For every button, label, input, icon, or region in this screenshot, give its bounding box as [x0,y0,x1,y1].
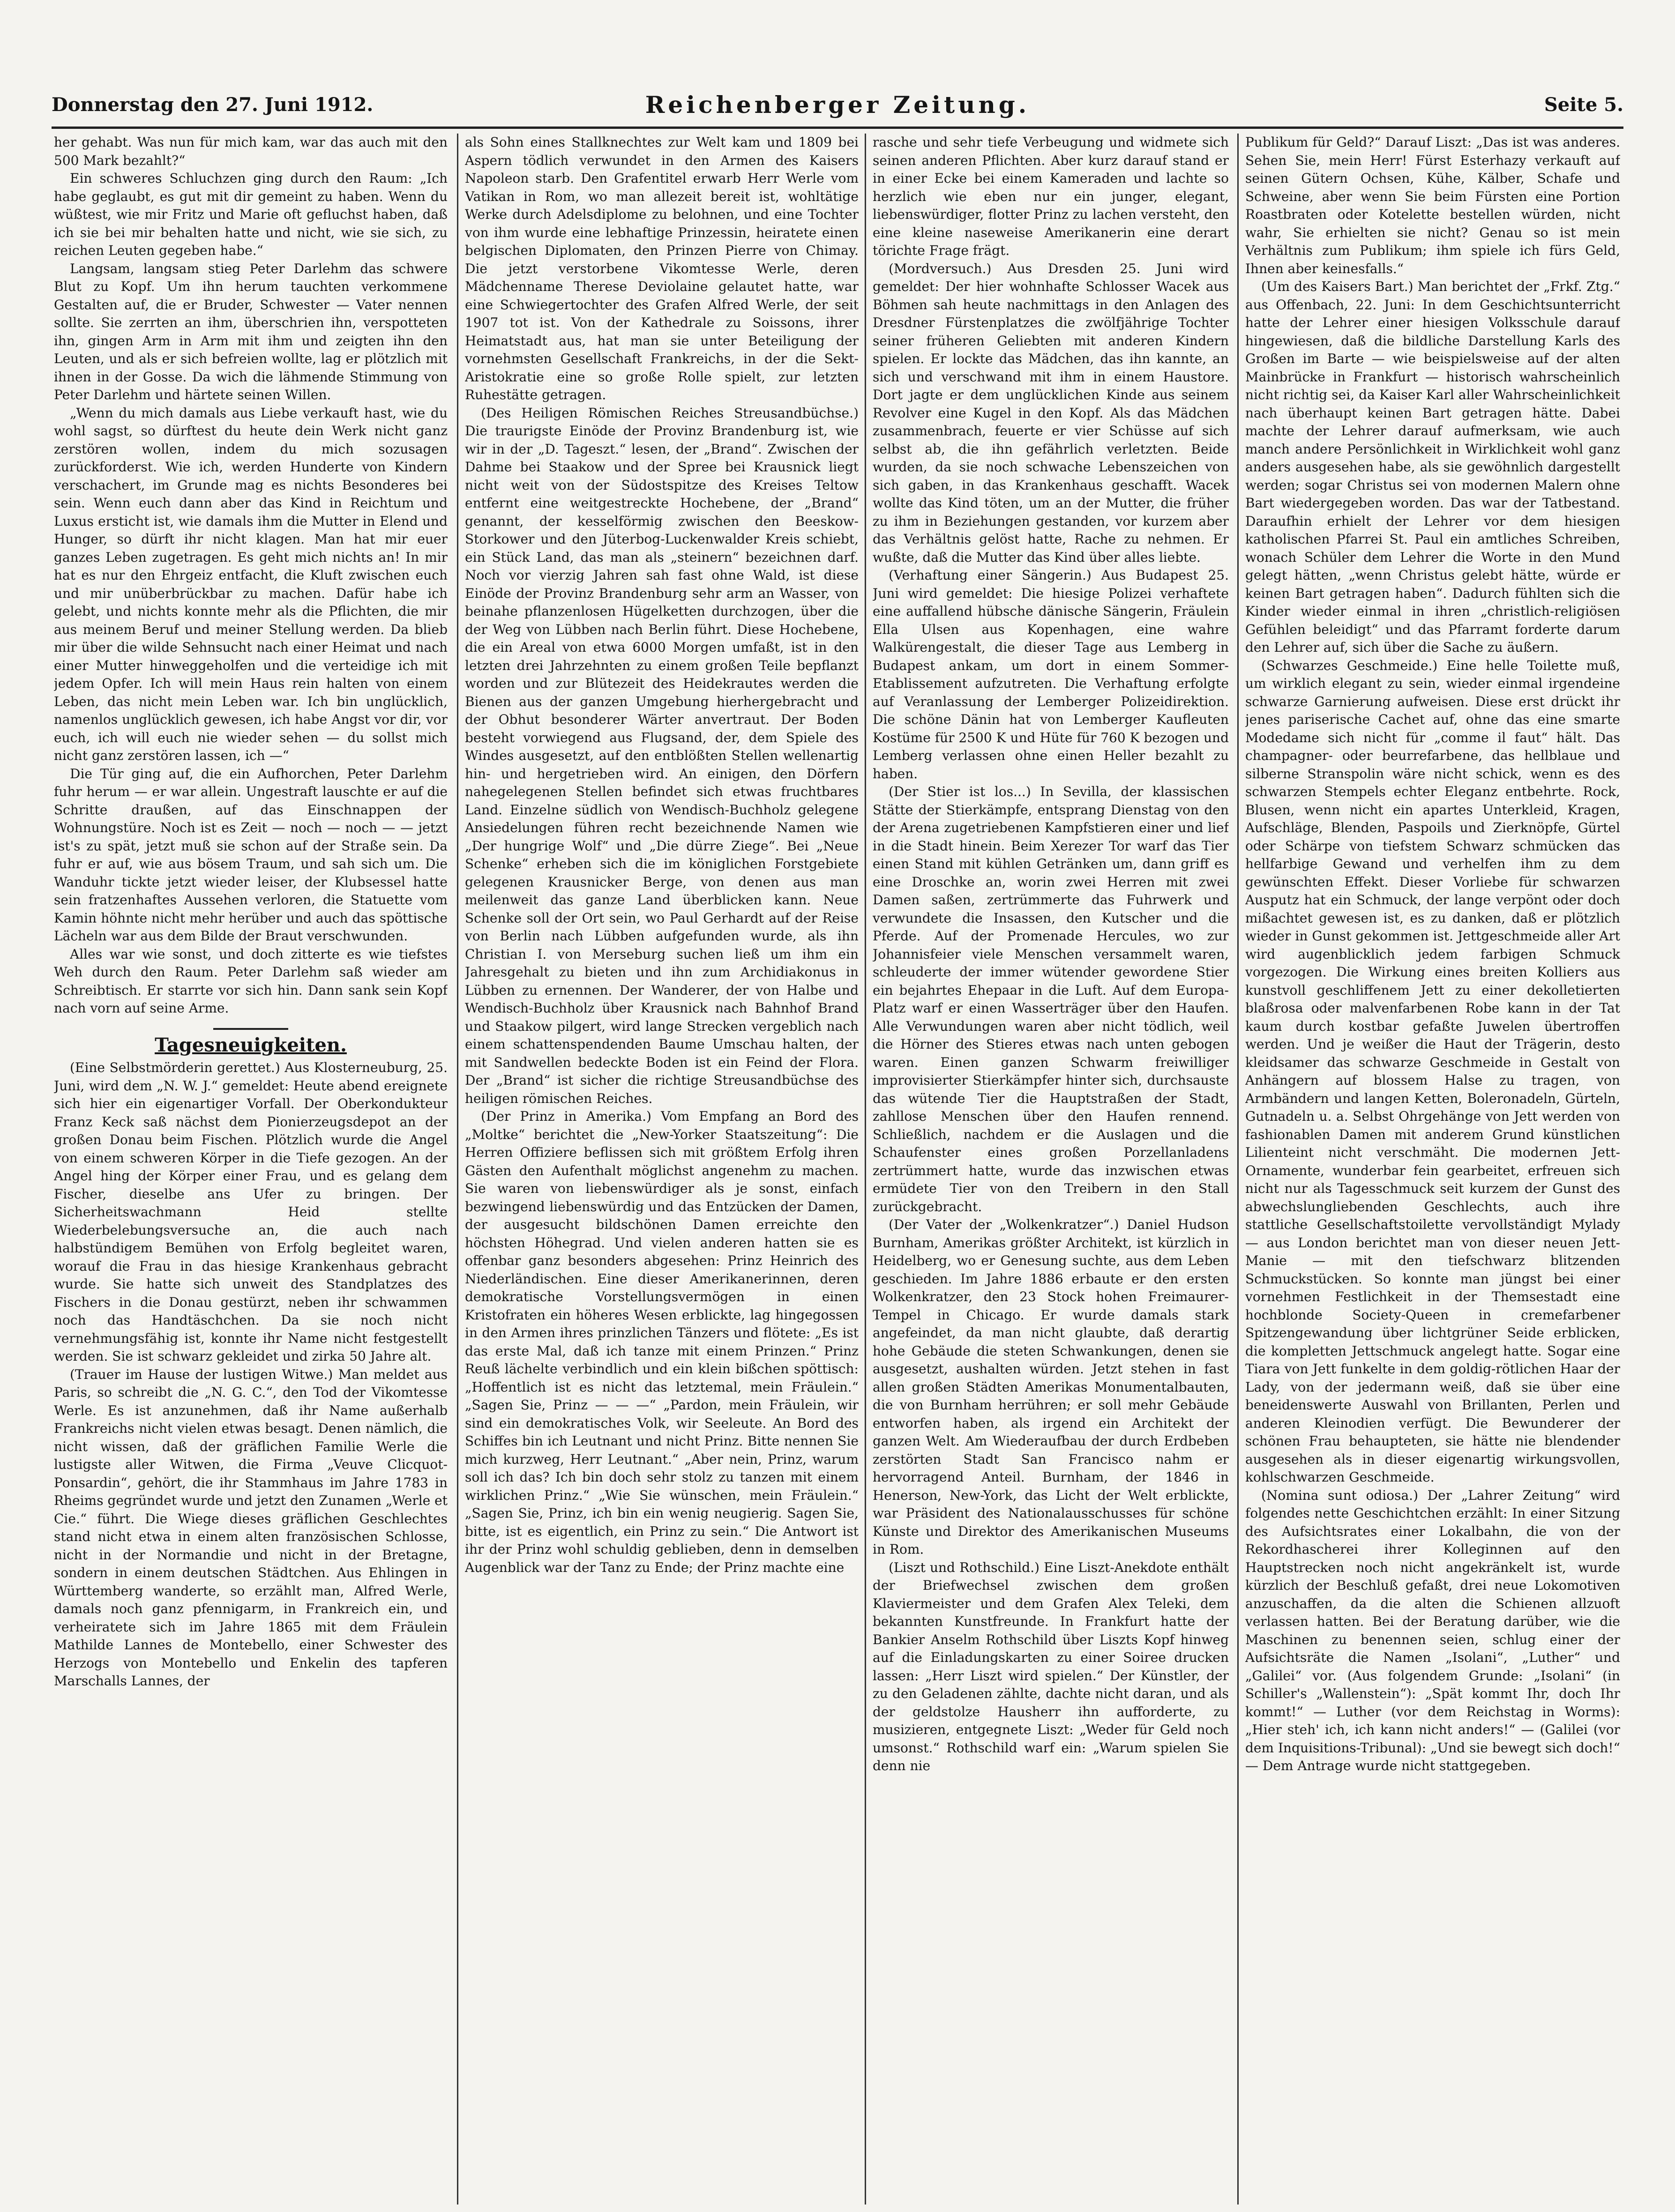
column-3 [873,134,1229,2205]
news-item: (Um des Kaisers Bart.) Man berichtet der „Frkf. Ztg.“ aus Offenbach, 22. Juni: In dem Geschichtsunterricht hatte der Lehrer einer hiesigen Volksschule darauf hingewiesen, daß die bildliche Darstellung Karls des Großen im Barte — wie beispielsweise auf der alten Mainbrücke in Frankfurt — historisch wahrscheinlich nicht richtig sei, da Kaiser Karl aller Wahrscheinlichkeit nach überhaupt keinen Bart getragen hätte. Dabei machte der Lehrer darauf aufmerksam, wie auch manch andere Persönlichkeit in Wirklichkeit wohl ganz anders ausgesehen habe, als sie gewöhnlich dargestellt werden; sogar Christus sei von modernen Malern ohne Bart wiedergegeben worden. Das war der Tatbestand. Daraufhin erhielt der Lehrer vor dem hiesigen katholischen Pfarrei St. Paul ein amtliches Schreiben, wonach Schüler dem Lehrer die Worte in den Mund gelegt hätten, „wenn Christus gelebt hätte, würde er keinen Bart getragen haben“. Dadurch fühlten sich die Kinder wieder einmal in ihren „christlich-religiösen Gefühlen beleidigt“ und das Pfarramt forderte darum den Lehrer auf, sich über die Sache zu äußern. [1245,279,1620,655]
paragraph: her gehabt. Was nun für mich kam, war das auch mit den 500 Mark bezahlt?“ [54,134,448,168]
column-divider [457,134,458,2205]
paragraph: Alles war wie sonst, und doch zitterte es wie tiefstes Weh durch den Raum. Peter Darlehm saß wieder am Schreibtisch. Er starrte vor sich hin. Dann sank sein Kopf nach vorn auf seine Arme. [54,946,448,1016]
news-item: (Verhaftung einer Sängerin.) Aus Budapest 25. Juni wird gemeldet: Die hiesige Polizei verhaftete eine auffallend hübsche dänische Sängerin, Fräulein Ella Ulsen aus Kopenhagen, eine wahre Walkürengestalt, die dieser Tage aus Lemberg in Budapest ankam, um dort in einem Sommer-Etablissement aufzutreten. Die Verhaftung erfolgte auf Veranlassung der Lemberger Polizeidirektion. Die schöne Dänin hat von Lemberger Kaufleuten Kostüme für 2500 K und Hüte für 760 K bezogen und Lemberg verlassen ohne einen Heller bezahlt zu haben. [873,567,1229,782]
header-rule [52,127,1623,129]
column-divider [1237,134,1239,2205]
news-item: (Mordversuch.) Aus Dresden 25. Juni wird gemeldet: Der hier wohnhafte Schlosser Wacek aus Böhmen sah heute nachmittags in den Anlagen des Dresdner Fürstenplatzes die zwölfjährige Tochter seiner früheren Geliebten mit anderen Kindern spielen. Er lockte das Mädchen, das ihn kannte, an sich und verschwand mit ihm in einem Haustore. Dort jagte er dem unglücklichen Kinde aus seinem Revolver eine Kugel in den Kopf. Als das Mädchen zusammenbrach, feuerte er vier Schüsse auf sich selbst ab, die ihn gefährlich verletzten. Beide wurden, da sie noch schwache Lebenszeichen von sich gaben, in das Krankenhaus geschafft. Wacek wollte das Kind töten, um an der Mutter, die früher zu ihm in Beziehungen gestanden, vor kurzem aber das Verhältnis gelöst hatte, Rache zu nehmen. Er wußte, daß die Mutter das Kind über alles liebte. [873,261,1229,565]
news-item: (Schwarzes Geschmeide.) Eine helle Toilette muß, um wirklich elegant zu sein, wieder einmal irgendeine schwarze Garnierung aufweisen. Diese erst drückt ihr jenes pariserische Cachet auf, ohne das eine smarte Modedame sich nicht für „comme il faut“ hält. Das champagner- oder beurrefarbene, das hellblaue und silberne Stranspolin wäre nicht schick, wenn es des schwarzen Stempels echter Eleganz entbehrte. Rock, Blusen, wenn nicht ein apartes Unterkleid, Kragen, Aufschläge, Blenden, Paspoils und Zierknöpfe, Gürtel oder Schärpe von tiefstem Schwarz schmücken das hellfarbige Gewand und verhelfen ihm zu dem gewünschten Effekt. Dieser Vorliebe für schwarzen Ausputz hat ein Schmuck, der lange verpönt oder doch mißachtet gewesen ist, es zu danken, daß er plötzlich wieder in Gunst gekommen ist. Jettgeschmeide aller Art wird augenblicklich jedem farbigen Schmuck vorgezogen. Die Wirkung eines breiten Kolliers aus kunstvoll geschliffenem Jett zu einer dekolletierten blaßrosa oder malvenfarbenen Robe kann in der Tat kaum durch kostbar gefaßte Juwelen übertroffen werden. Und je weißer die Haut der Trägerin, desto kleidsamer das schwarze Geschmeide in Gestalt von Anhängern auf blossem Halse zu tragen, von Armbändern und langen Ketten, Boleronadeln, Gürteln, Gutnadeln u. a. Selbst Ohrgehänge von Jett werden von fashionablen Damen mit anderem Grund künstlichen Lilienteint nicht verschmäht. Die modernen Jett-Ornamente, wunderbar fein gearbeitet, erfreuen sich nicht nur als Tagesschmuck seit kurzem der Gunst des abwechslungliebenden Geschlechts, auch ihre stattliche Gesellschaftstoilette vervollständigt Mylady — aus London berichtet man von dieser neuen Jett-Manie — mit den tiefschwarz blitzenden Schmuckstücken. So konnte man jüngst bei einer vornehmen Festlichkeit in der Themsestadt eine hochblonde Society-Queen in cremefarbener Spitzengewandung über lichtgrüner Seide erblicken, die kompletten Jettschmuck angelegt hatte. Sogar eine Tiara von Jett funkelte in dem goldig-rötlichen Haar der Lady, von der jedermann weiß, daß sie über eine beneidenswerte Auswahl von Brillanten, Perlen und anderen Kleinodien verfügt. Die Bewunderer der schönen Frau behaupteten, sie hätte nie blendender ausgesehen als in dieser eigenartig wirkungsvollen, kohlschwarzen Geschmeide. [1245,657,1620,1485]
section-heading: Tagesneuigkeiten. [155,1034,347,1056]
column-1 [54,134,448,2205]
news-item: (Eine Selbstmörderin gerettet.) Aus Klosterneuburg, 25. Juni, wird dem „N. W. J.“ gemeldet: Heute abend ereignete sich hier ein eigenartiger Vorfall. Der Oberkondukteur Franz Keck saß nächst dem Pionierzeugsdepot an der großen Donau beim Fischen. Plötzlich wurde die Angel von einem schweren Körper in die Tiefe gezogen. An der Angel hing der Körper einer Frau, und es gelang dem Fischer, dieselbe ans Ufer zu bringen. Der Sicherheitswachmann Heid stellte Wiederbelebungsversuche an, die auch nach halbstündigem Bemühen von Erfolg begleitet waren, worauf die Frau in das hiesige Krankenhaus gebracht wurde. Sie hatte sich unweit des Standplatzes des Fischers in die Donau gestürzt, neben ihr schwammen noch das Handtäschchen. Da sie noch nicht vernehmungsfähig ist, konnte ihr Name nicht festgestellt werden. Sie ist schwarz gekleidet und zirka 50 Jahre alt. [54,1060,448,1364]
news-item: (Der Vater der „Wolkenkratzer“.) Daniel Hudson Burnham, Amerikas größter Architekt, ist kürzlich in Heidelberg, wo er Genesung suchte, aus dem Leben geschieden. Im Jahre 1886 erbaute er den ersten Wolkenkratzer, den 23 Stock hohen Freimaurer-Tempel in Chicago. Er wurde damals stark angefeindet, da man nicht glaubte, daß derartig hohe Gebäude die steten Schwankungen, denen sie ausgesetzt, aushalten würden. Jetzt stehen in fast allen großen Städten Amerikas Monumentalbauten, die von Burnham herrühren; er soll mehr Gebäude entworfen haben, als irgend ein Architekt der ganzen Welt. Am Wiederaufbau der durch Erdbeben zerstörten Stadt San Francisco nahm er hervorragend Anteil. Burnham, der 1846 in Henerson, New-York, das Licht der Welt erblickte, war Präsident des Nationalausschusses für schöne Künste und Direktor des Amerikanischen Museums in Rom. [873,1217,1229,1557]
page-number: Seite 5. [1544,94,1623,116]
newspaper-title: Reichenberger Zeitung. [645,91,1030,119]
paragraph: Langsam, langsam stieg Peter Darlehm das schwere Blut zu Kopf. Um ihn herum tauchten verkommene Gestalten auf, die er Bruder, Schwester — Vater nennen sollte. Sie zerrten an ihm, überschrien ihn, verspotteten ihn, gingen Arm in Arm mit ihm und zeigten ihn den Leuten, und als er sich befreien wollte, lag er plötzlich mit ihnen in der Gosse. Da wich die lähmende Stimmung von Peter Darlehm und härtete seinen Willen. [54,261,448,402]
news-item: (Nomina sunt odiosa.) Der „Lahrer Zeitung“ wird folgendes nette Geschichtchen erzählt: In einer Sitzung des Aufsichtsrates einer Lokalbahn, die von der Rekordhascherei ihrer Kolleginnen auf den Hauptstrecken noch nicht angekränkelt ist, wurde kürzlich der Beschluß gefaßt, drei neue Lokomotiven anzuschaffen, da die alten die Schienen allzuoft verlassen hatten. Bei der Beratung darüber, wie die Maschinen zu benennen seien, schlug einer der Aufsichtsräte die Namen „Isolani“, „Luther“ und „Galilei“ vor. (Aus folgendem Grunde: „Isolani“ (in Schiller's „Wallenstein“): „Spät kommt Ihr, doch Ihr kommt!“ — Luther (vor dem Reichstag in Worms): „Hier steh' ich, ich kann nicht anders!“ — (Galilei (vor dem Inquisitions-Tribunal): „Und sie bewegt sich doch!“ — Dem Antrage wurde nicht stattgegeben. [1245,1487,1620,1773]
paragraph: als Sohn eines Stallknechtes zur Welt kam und 1809 bei Aspern tödlich verwundet in den Armen des Kaisers Napoleon starb. Den Grafentitel erwarb Herr Werle vom Vatikan in Rom, wo man allezeit bereit ist, wohltätige Werke durch Adelsdiplome zu belohnen, und eine Tochter von ihm wurde eine lebhaftige Prinzessin, heiratete einen belgischen Diplomaten, den Prinzen Pierre von Chimay. Die jetzt verstorbene Vikomtesse Werle, deren Mädchenname Therese Deviolaine gelautet hatte, war eine Schwiegertochter des Grafen Alfred Werle, der seit 1907 tot ist. Von der Kathedrale zu Soissons, ihrer Heimatstadt aus, hat man sie unter Beteiligung der vornehmsten Gesellschaft Frankreichs, in der die Sekt-Aristokratie eine so große Rolle spielt, zur letzten Ruhestätte getragen. [465,134,859,402]
news-item: (Des Heiligen Römischen Reiches Streusandbüchse.) Die traurigste Einöde der Provinz Brandenburg ist, wie wir in der „D. Tageszt.“ lesen, der „Brand“. Zwischen der Dahme bei Staakow und der Spree bei Krausnick liegt nicht weit von der Südostspitze des Kreises Teltow entfernt eine weitgestreckte Hochebene, der „Brand“ genannt, der kesselförmig zwischen den Beeskow-Storkower und den Jüterbog-Luckenwalder Kreis schiebt, ein Stück Land, das man als „steinern“ bezeichnen darf. Noch vor vierzig Jahren sah fast ohne Wald, ist diese Einöde der Provinz Brandenburg sehr arm an Wasser, von beinahe pflanzenlosen Hügelketten durchzogen, über die der Weg von Lübben nach Berlin führt. Diese Hochebene, die ein Areal von etwa 6000 Morgen umfaßt, ist in den letzten drei Jahrzehnten zu einem großen Teile bepflanzt worden und zur Blütezeit des Heidekrautes werden die Bienen aus der ganzen Umgebung hierhergebracht und der Obhut besonderer Wärter anvertraut. Der Boden besteht vorwiegend aus Flugsand, der, dem Spiele des Windes ausgesetzt, auf den entblößten Stellen wellenartig hin- und hergetrieben wird. An einigen, den Dörfern nahegelegenen Stellen befindet sich etwas fruchtbares Land. Einzelne südlich von Wendisch-Buchholz gelegene Ansiedelungen führen recht bezeichnende Namen wie „Der hungrige Wolf“ und „Die dürre Ziege“. Bei „Neue Schenke“ erheben sich die im königlichen Forstgebiete gelegenen Krausnicker Berge, von denen aus man meilenweit das ganze Land überblicken kann. Neue Schenke soll der Ort sein, wo Paul Gerhardt auf der Reise von Berlin nach Lübben aufgefunden wurde, als ihn Christian I. von Merseburg suchen ließ um ihm ein Jahresgehalt zu bieten und ihn zum Archidiakonus in Lübben zu ernennen. Der Wanderer, der von Halbe und Wendisch-Buchholz über Krausnick nach Bahnhof Brand und Staakow pilgert, wird lange Strecken vergeblich nach einem schattenspendenden Baume Umschau halten, der mit Sandwellen bedeckte Boden ist ein Feind der Flora. Der „Brand“ ist sicher die richtige Streusandbüchse des heiligen römischen Reiches. [465,405,859,1106]
column-4 [1245,134,1620,2205]
issue-date: Donnerstag den 27. Juni 1912. [52,94,374,116]
section-separator [213,1028,288,1030]
paragraph: „Wenn du mich damals aus Liebe verkauft hast, wie du wohl sagst, so dürftest du heute dein Werk nicht ganz zerstören wollen, indem du mich sozusagen zurückforderst. Wie ich, werden Hunderte von Kindern verschachert, im Grunde mag es nichts Besonderes bei sein. Wenn euch dann aber das Kind in Reichtum und Luxus ersticht ist, wie damals ihm die Mutter in Elend und Hunger, so dürft ihr nicht klagen. Man hat mir euer ganzes Leben zugetragen. Es geht mich nichts an! In mir hat es nur den Ehrgeiz entfacht, die Kluft zwischen euch und mir unüberbrückbar zu machen. Dafür habe ich gelebt, und nichts konnte mehr als die Pflichten, die mir aus meinem Beruf und meiner Stellung werden. Da blieb mir über die wilde Sehnsucht nach einer Heimat und nach einer Mutter hinweggeholfen und die verteidige ich mit jedem Opfer. Ich will mein Haus rein halten von einem Leben, das nicht mein Leben war. Ich bin unglücklich, namenlos unglücklich gewesen, ich habe Angst vor dir, vor euch, ich will euch nie wieder sehen — du sollst mich nicht ganz zerstören lassen, ich —“ [54,405,448,763]
column-2 [465,134,859,2205]
news-item: (Der Stier ist los...) In Sevilla, der klassischen Stätte der Stierkämpfe, entsprang Dienstag von den der Arena zugetriebenen Kampfstieren einer und lief in die Stadt hinein. Beim Xerezer Tor warf das Tier einen Stand mit kühlen Getränken um, dann griff es eine Droschke an, worin zwei Herren mit zwei Damen saßen, zertrümmerte das Fuhrwerk und verwundete die Insassen, den Kutscher und die Pferde. Auf der Promenade Hercules, wo zur Johannisfeier viele Menschen versammelt waren, schleuderte der immer wütender gewordene Stier ein bejahrtes Ehepaar in die Luft. Auf dem Europa-Platz warf er einen Wasserträger über den Haufen. Alle Verwundungen waren aber nicht tödlich, weil die Hörner des Stieres etwas nach unten gebogen waren. Einen ganzen Schwarm freiwilliger improvisierter Stierkämpfer hinter sich, durchsauste das wütende Tier die Hauptstraßen der Stadt, zahllose Menschen über den Haufen rennend. Schließlich, nachdem er die Auslagen und die Schaufenster eines großen Porzellanladens zertrümmert hatte, wurde das inzwischen etwas ermüdete Tier von den Treibern in den Stall zurückgebracht. [873,784,1229,1214]
news-item: (Trauer im Hause der lustigen Witwe.) Man meldet aus Paris, so schreibt die „N. G. C.“, den Tod der Vikomtesse Werle. Es ist anzunehmen, daß ihr Name außerhalb Frankreichs nicht vielen etwas besagt. Denen nämlich, die nicht wissen, daß der gräflichen Familie Werle die lustigste aller Witwen, die Firma „Veuve Clicquot-Ponsardin“, gehört, die ihr Stammhaus im Jahre 1783 in Rheims gegründet wurde und jetzt den Zunamen „Werle et Cie.“ führt. Die Wiege dieses gräflichen Geschlechtes stand nicht etwa in einem alten französischen Schlosse, nicht in der Normandie und nicht in der Bretagne, sondern in einem deutschen Städtchen. Aus Ehlingen in Württemberg wanderte, so erzählt man, Alfred Werle, damals noch ganz pfennigarm, in Frankreich ein, und verheiratete sich im Jahre 1865 mit dem Fräulein Mathilde Lannes de Montebello, einer Schwester des Herzogs von Montebello und Enkelin des tapferen Marschalls Lannes, der [54,1366,448,1689]
news-item: (Liszt und Rothschild.) Eine Liszt-Anekdote enthält der Briefwechsel zwischen dem großen Klaviermeister und dem Grafen Alex Teleki, dem bekannten Kunstfreunde. In Frankfurt hatte der Bankier Anselm Rothschild über Liszts Kopf hinweg auf die Einladungskarten zu einer Soiree drucken lassen: „Herr Liszt wird spielen.“ Der Künstler, der zu den Geladenen zählte, dachte nicht daran, und als der geldstolze Hausherr ihn aufforderte, zu musizieren, entgegnete Liszt: „Weder für Geld noch umsonst.“ Rothschild warf ein: „Warum spielen Sie denn nie [873,1559,1229,1773]
paragraph: Ein schweres Schluchzen ging durch den Raum: „Ich habe geglaubt, es gut mit dir gemeint zu haben. Wenn du wüßtest, wie mir Fritz und Marie oft gefluchst haben, daß ich sie bei mir behalten hatte und nicht, wie sie sich, zu reichen Leuten gegeben habe.“ [54,171,448,258]
news-item: (Der Prinz in Amerika.) Vom Empfang an Bord des „Moltke“ berichtet die „New-Yorker Staatszeitung“: Die Herren Offiziere beflissen sich mit größtem Erfolg ihren Gästen den Aufenthalt möglichst angenehm zu machen. Sie waren von liebenswürdiger als je sonst, einfach bezwingend liebenswürdig und das Entzücken der Damen, der ausgesucht bildschönen Damen erreichte den höchsten Höhegrad. Und vielen anderen hatten sie es offenbar ganz besonders abgesehen: Prinz Heinrich des Niederländischen. Eine dieser Amerikanerinnen, deren demokratische Vorstellungsvermögen in einen Kristofraten ein höheres Wesen erblickte, lag hingegossen in den Armen ihres prinzlichen Tänzers und flötete: „Es ist das erste Mal, daß ich tanze mit einem Prinzen.“ Prinz Reuß lächelte verbindlich und ein klein bißchen spöttisch: „Hoffentlich ist es nicht das letztemal, mein Fräulein.“ „Sagen Sie, Prinz — — —“ „Pardon, mein Fräulein, wir sind ein demokratisches Volk, wir Seeleute. An Bord des Schiffes bin ich Leutnant und nicht Prinz. Bitte nennen Sie mich kurzweg, Herr Leutnant.“ „Aber nein, Prinz, warum soll ich das? Ich bin doch sehr stolz zu tanzen mit einem wirklichen Prinz.“ „Wie Sie wünschen, mein Fräulein.“ „Sagen Sie, Prinz, ich bin ein wenig neugierig. Sagen Sie, bitte, ist es eigentlich, ein Prinz zu sein.“ Die Antwort ist ihr der Prinz wohl schuldig geblieben, denn in demselben Augenblick war der Tanz zu Ende; der Prinz machte eine [465,1109,859,1575]
paragraph: rasche und sehr tiefe Verbeugung und widmete sich seinen anderen Pflichten. Aber kurz darauf stand er in einer Ecke bei einem Kameraden und lachte so herzlich wie eben nur ein junger, elegant, liebenswürdiger, flotter Prinz zu lachen versteht, den eine kleine naseweise Amerikanerin eine derart törichte Frage frägt. [873,134,1229,258]
paragraph: Die Tür ging auf, die ein Aufhorchen, Peter Darlehm fuhr herum — er war allein. Ungestraft lauschte er auf die Schritte draußen, auf das Einschnappen der Wohnungstüre. Noch ist es Zeit — noch — noch — — jetzt ist's zu spät, jetzt muß sie schon auf der Straße sein. Da fuhr er auf, wie aus bösem Traum, und sah sich um. Die Wanduhr tickte jetzt wieder leiser, der Klubsessel hatte sein fratzenhaftes Aussehen verloren, die Statuette vom Kamin höhnte nicht mehr herüber und auch das spöttische Lächeln war aus dem Bilde der Braut verschwunden. [54,766,448,944]
column-divider [865,134,866,2205]
paragraph: Publikum für Geld?“ Darauf Liszt: „Das ist was anderes. Sehen Sie, mein Herr! Fürst Esterhazy verkauft auf seinen Gütern Ochsen, Kühe, Kälber, Schafe und Schweine, aber wenn Sie beim Fürsten eine Portion Roastbraten oder Kotelette bestellen würden, nicht wahr, Sie erhielten sie nicht? Genau so ist mein Verhältnis zum Publikum; ihm spiele ich fürs Geld, Ihnen aber keinesfalls.“ [1245,134,1620,276]
